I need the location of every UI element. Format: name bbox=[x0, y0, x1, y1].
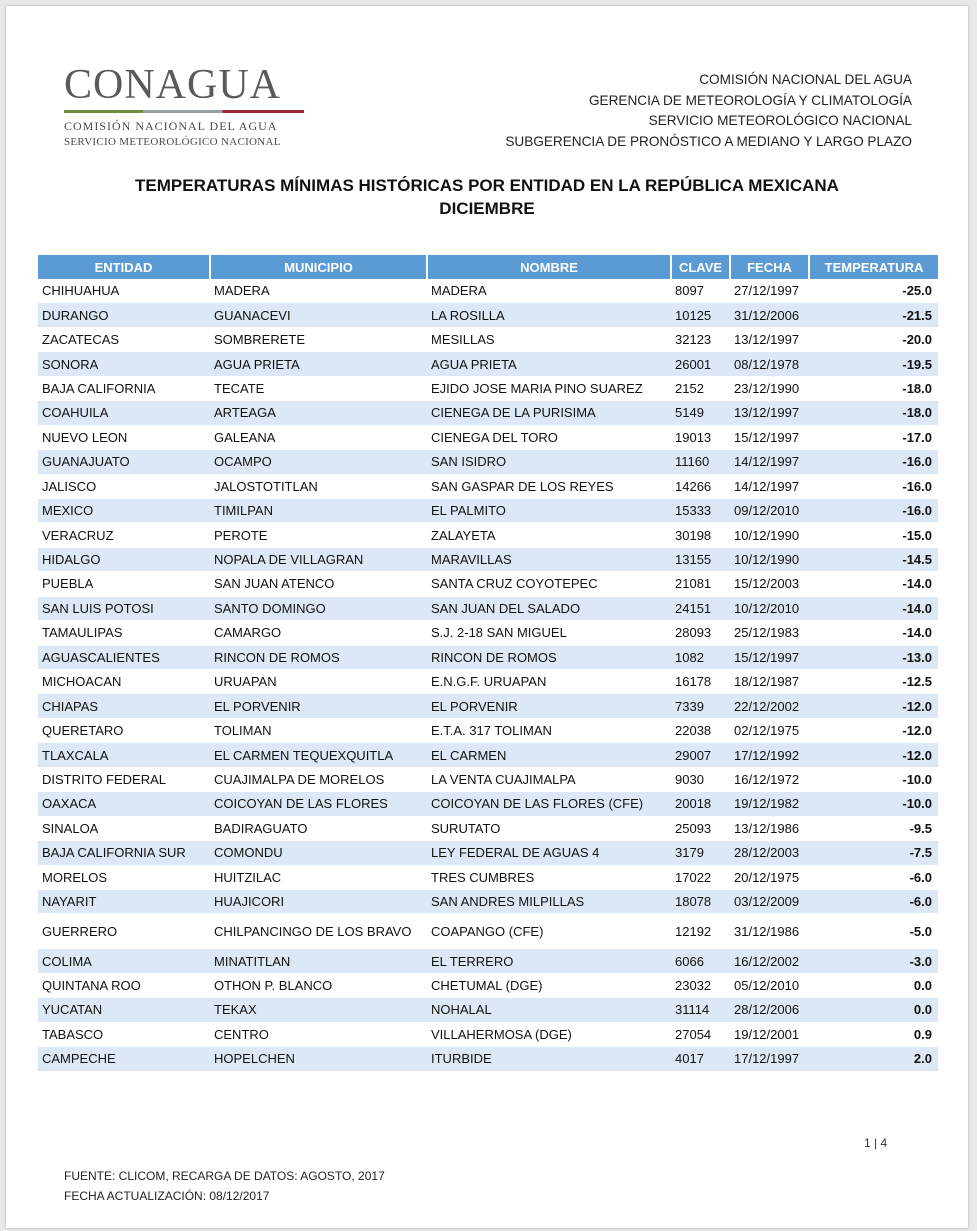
table-row bbox=[38, 572, 938, 596]
cell-clave: 21081 bbox=[671, 572, 730, 596]
column-header: CLAVE bbox=[671, 255, 730, 279]
cell-entidad: TABASCO bbox=[38, 1022, 210, 1046]
cell-clave: 7339 bbox=[671, 694, 730, 718]
cell-clave: 31114 bbox=[671, 998, 730, 1022]
cell-temperatura: -12.5 bbox=[809, 670, 938, 694]
cell-temperatura: -19.5 bbox=[809, 352, 938, 376]
cell-municipio: EL CARMEN TEQUEXQUITLA bbox=[210, 743, 427, 767]
cell-temperatura: -18.0 bbox=[809, 401, 938, 425]
cell-municipio: GALEANA bbox=[210, 425, 427, 449]
cell-clave: 23032 bbox=[671, 973, 730, 997]
cell-nombre: E.T.A. 317 TOLIMAN bbox=[427, 718, 671, 742]
cell-entidad: AGUASCALIENTES bbox=[38, 645, 210, 669]
cell-clave: 8097 bbox=[671, 279, 730, 303]
cell-temperatura: -15.0 bbox=[809, 523, 938, 547]
cell-fecha: 17/12/1992 bbox=[730, 743, 809, 767]
cell-fecha: 22/12/2002 bbox=[730, 694, 809, 718]
table-row bbox=[38, 743, 938, 767]
cell-nombre: EL PALMITO bbox=[427, 498, 671, 522]
cell-clave: 5149 bbox=[671, 401, 730, 425]
cell-municipio: RINCON DE ROMOS bbox=[210, 645, 427, 669]
table-row bbox=[38, 792, 938, 816]
cell-entidad: QUINTANA ROO bbox=[38, 973, 210, 997]
table-row bbox=[38, 718, 938, 742]
cell-fecha: 03/12/2009 bbox=[730, 889, 809, 913]
cell-clave: 4017 bbox=[671, 1047, 730, 1071]
table-row bbox=[38, 376, 938, 400]
table-row bbox=[38, 1047, 938, 1071]
cell-entidad: GUERRERO bbox=[38, 914, 210, 949]
cell-nombre: CHETUMAL (DGE) bbox=[427, 973, 671, 997]
cell-fecha: 05/12/2010 bbox=[730, 973, 809, 997]
footer-notes bbox=[64, 1166, 385, 1206]
cell-temperatura: -14.0 bbox=[809, 621, 938, 645]
cell-fecha: 28/12/2006 bbox=[730, 998, 809, 1022]
cell-clave: 32123 bbox=[671, 327, 730, 351]
cell-fecha: 25/12/1983 bbox=[730, 621, 809, 645]
cell-municipio: HUITZILAC bbox=[210, 865, 427, 889]
cell-entidad: CAMPECHE bbox=[38, 1047, 210, 1071]
table-row bbox=[38, 914, 938, 949]
cell-nombre: LEY FEDERAL DE AGUAS 4 bbox=[427, 841, 671, 865]
cell-fecha: 23/12/1990 bbox=[730, 376, 809, 400]
cell-clave: 9030 bbox=[671, 767, 730, 791]
cell-municipio: HUAJICORI bbox=[210, 889, 427, 913]
cell-temperatura: -25.0 bbox=[809, 279, 938, 303]
table-row bbox=[38, 352, 938, 376]
cell-nombre: TRES CUMBRES bbox=[427, 865, 671, 889]
cell-clave: 1082 bbox=[671, 645, 730, 669]
cell-fecha: 20/12/1975 bbox=[730, 865, 809, 889]
cell-nombre: S.J. 2-18 SAN MIGUEL bbox=[427, 621, 671, 645]
cell-entidad: DISTRITO FEDERAL bbox=[38, 767, 210, 791]
table-row bbox=[38, 474, 938, 498]
footer-updated: FECHA ACTUALIZACIÓN: 08/12/2017 bbox=[64, 1189, 270, 1203]
cell-fecha: 13/12/1997 bbox=[730, 327, 809, 351]
cell-fecha: 27/12/1997 bbox=[730, 279, 809, 303]
cell-municipio: HOPELCHEN bbox=[210, 1047, 427, 1071]
cell-clave: 12192 bbox=[671, 914, 730, 949]
cell-entidad: TAMAULIPAS bbox=[38, 621, 210, 645]
table-row bbox=[38, 973, 938, 997]
cell-municipio: EL PORVENIR bbox=[210, 694, 427, 718]
cell-clave: 18078 bbox=[671, 889, 730, 913]
cell-entidad: ZACATECAS bbox=[38, 327, 210, 351]
table-row bbox=[38, 401, 938, 425]
cell-municipio: NOPALA DE VILLAGRAN bbox=[210, 547, 427, 571]
table-row bbox=[38, 1022, 938, 1046]
cell-temperatura: -9.5 bbox=[809, 816, 938, 840]
cell-fecha: 09/12/2010 bbox=[730, 498, 809, 522]
table-row bbox=[38, 279, 938, 303]
cell-nombre: RINCON DE ROMOS bbox=[427, 645, 671, 669]
cell-nombre: LA ROSILLA bbox=[427, 303, 671, 327]
table-row bbox=[38, 327, 938, 351]
cell-temperatura: -14.0 bbox=[809, 596, 938, 620]
cell-fecha: 14/12/1997 bbox=[730, 474, 809, 498]
agency-line: GERENCIA DE METEOROLOGÍA Y CLIMATOLOGÍA bbox=[588, 92, 912, 108]
column-header: MUNICIPIO bbox=[210, 255, 427, 279]
cell-nombre: SURUTATO bbox=[427, 816, 671, 840]
cell-fecha: 13/12/1986 bbox=[730, 816, 809, 840]
cell-municipio: CHILPANCINGO DE LOS BRAVO bbox=[210, 914, 427, 949]
cell-temperatura: -16.0 bbox=[809, 474, 938, 498]
cell-temperatura: 0.9 bbox=[809, 1022, 938, 1046]
cell-temperatura: -16.0 bbox=[809, 450, 938, 474]
cell-nombre: EL TERRERO bbox=[427, 949, 671, 973]
table-row bbox=[38, 498, 938, 522]
cell-nombre: MESILLAS bbox=[427, 327, 671, 351]
table-body bbox=[38, 279, 938, 1071]
table-row bbox=[38, 645, 938, 669]
document-title bbox=[6, 174, 968, 220]
cell-fecha: 13/12/1997 bbox=[730, 401, 809, 425]
cell-temperatura: -14.5 bbox=[809, 547, 938, 571]
cell-entidad: MEXICO bbox=[38, 498, 210, 522]
cell-municipio: SAN JUAN ATENCO bbox=[210, 572, 427, 596]
cell-municipio: GUANACEVI bbox=[210, 303, 427, 327]
cell-municipio: CUAJIMALPA DE MORELOS bbox=[210, 767, 427, 791]
cell-municipio: PEROTE bbox=[210, 523, 427, 547]
cell-nombre: SANTA CRUZ COYOTEPEC bbox=[427, 572, 671, 596]
logo-subtitle-agency: COMISIÓN NACIONAL DEL AGUA bbox=[64, 119, 278, 133]
temperature-table bbox=[38, 255, 938, 1072]
cell-entidad: JALISCO bbox=[38, 474, 210, 498]
table-row bbox=[38, 816, 938, 840]
table-row bbox=[38, 889, 938, 913]
cell-entidad: SAN LUIS POTOSI bbox=[38, 596, 210, 620]
logo-subtitle-service: SERVICIO METEOROLÓGICO NACIONAL bbox=[64, 136, 281, 148]
cell-clave: 11160 bbox=[671, 450, 730, 474]
cell-clave: 15333 bbox=[671, 498, 730, 522]
cell-clave: 24151 bbox=[671, 596, 730, 620]
cell-fecha: 28/12/2003 bbox=[730, 841, 809, 865]
cell-entidad: VERACRUZ bbox=[38, 523, 210, 547]
cell-temperatura: -18.0 bbox=[809, 376, 938, 400]
table-row bbox=[38, 425, 938, 449]
cell-clave: 22038 bbox=[671, 718, 730, 742]
cell-clave: 30198 bbox=[671, 523, 730, 547]
cell-municipio: SANTO DOMINGO bbox=[210, 596, 427, 620]
table-row bbox=[38, 303, 938, 327]
cell-nombre: ITURBIDE bbox=[427, 1047, 671, 1071]
cell-nombre: COAPANGO (CFE) bbox=[427, 914, 671, 949]
cell-municipio: TIMILPAN bbox=[210, 498, 427, 522]
cell-municipio: CENTRO bbox=[210, 1022, 427, 1046]
cell-nombre: VILLAHERMOSA (DGE) bbox=[427, 1022, 671, 1046]
footer-source: FUENTE: CLICOM, RECARGA DE DATOS: AGOSTO, 2017 bbox=[64, 1169, 385, 1183]
cell-nombre: EL PORVENIR bbox=[427, 694, 671, 718]
cell-temperatura: -5.0 bbox=[809, 914, 938, 949]
cell-municipio: TOLIMAN bbox=[210, 718, 427, 742]
cell-fecha: 19/12/2001 bbox=[730, 1022, 809, 1046]
cell-municipio: COICOYAN DE LAS FLORES bbox=[210, 792, 427, 816]
cell-fecha: 10/12/1990 bbox=[730, 523, 809, 547]
cell-municipio: SOMBRERETE bbox=[210, 327, 427, 351]
cell-nombre: E.N.G.F. URUAPAN bbox=[427, 670, 671, 694]
cell-temperatura: -17.0 bbox=[809, 425, 938, 449]
cell-fecha: 15/12/2003 bbox=[730, 572, 809, 596]
table-row bbox=[38, 865, 938, 889]
cell-entidad: YUCATAN bbox=[38, 998, 210, 1022]
cell-fecha: 10/12/1990 bbox=[730, 547, 809, 571]
table-row bbox=[38, 670, 938, 694]
cell-entidad: NAYARIT bbox=[38, 889, 210, 913]
cell-municipio: ARTEAGA bbox=[210, 401, 427, 425]
table-row bbox=[38, 547, 938, 571]
cell-fecha: 15/12/1997 bbox=[730, 425, 809, 449]
cell-clave: 2152 bbox=[671, 376, 730, 400]
cell-municipio: OCAMPO bbox=[210, 450, 427, 474]
cell-clave: 14266 bbox=[671, 474, 730, 498]
cell-clave: 16178 bbox=[671, 670, 730, 694]
cell-entidad: CHIAPAS bbox=[38, 694, 210, 718]
cell-temperatura: -7.5 bbox=[809, 841, 938, 865]
cell-clave: 6066 bbox=[671, 949, 730, 973]
logo-color-rule bbox=[64, 110, 304, 113]
cell-clave: 17022 bbox=[671, 865, 730, 889]
cell-entidad: PUEBLA bbox=[38, 572, 210, 596]
agency-header bbox=[505, 70, 912, 152]
cell-entidad: HIDALGO bbox=[38, 547, 210, 571]
cell-nombre: EL CARMEN bbox=[427, 743, 671, 767]
title-month: DICIEMBRE bbox=[439, 199, 535, 218]
column-header: ENTIDAD bbox=[38, 255, 210, 279]
agency-line: SERVICIO METEOROLÓGICO NACIONAL bbox=[648, 113, 912, 128]
cell-clave: 29007 bbox=[671, 743, 730, 767]
cell-nombre: AGUA PRIETA bbox=[427, 352, 671, 376]
cell-temperatura: -12.0 bbox=[809, 718, 938, 742]
cell-clave: 19013 bbox=[671, 425, 730, 449]
cell-fecha: 15/12/1997 bbox=[730, 645, 809, 669]
cell-temperatura: 2.0 bbox=[809, 1047, 938, 1071]
cell-temperatura: -20.0 bbox=[809, 327, 938, 351]
cell-fecha: 02/12/1975 bbox=[730, 718, 809, 742]
cell-fecha: 10/12/2010 bbox=[730, 596, 809, 620]
cell-fecha: 31/12/2006 bbox=[730, 303, 809, 327]
cell-temperatura: -21.5 bbox=[809, 303, 938, 327]
cell-entidad: CHIHUAHUA bbox=[38, 279, 210, 303]
logo-wordmark: CONAGUA bbox=[64, 62, 281, 108]
cell-entidad: MORELOS bbox=[38, 865, 210, 889]
cell-entidad: GUANAJUATO bbox=[38, 450, 210, 474]
table-row bbox=[38, 450, 938, 474]
cell-nombre: SAN GASPAR DE LOS REYES bbox=[427, 474, 671, 498]
cell-nombre: MARAVILLAS bbox=[427, 547, 671, 571]
cell-nombre: SAN JUAN DEL SALADO bbox=[427, 596, 671, 620]
cell-municipio: CAMARGO bbox=[210, 621, 427, 645]
cell-municipio: TEKAX bbox=[210, 998, 427, 1022]
cell-temperatura: 0.0 bbox=[809, 973, 938, 997]
cell-municipio: MINATITLAN bbox=[210, 949, 427, 973]
cell-temperatura: -16.0 bbox=[809, 498, 938, 522]
cell-nombre: ZALAYETA bbox=[427, 523, 671, 547]
cell-clave: 20018 bbox=[671, 792, 730, 816]
cell-clave: 3179 bbox=[671, 841, 730, 865]
cell-temperatura: -14.0 bbox=[809, 572, 938, 596]
cell-clave: 13155 bbox=[671, 547, 730, 571]
cell-municipio: URUAPAN bbox=[210, 670, 427, 694]
table-row bbox=[38, 694, 938, 718]
agency-line: COMISIÓN NACIONAL DEL AGUA bbox=[699, 72, 912, 87]
cell-entidad: BAJA CALIFORNIA SUR bbox=[38, 841, 210, 865]
cell-nombre: CIENEGA DEL TORO bbox=[427, 425, 671, 449]
cell-entidad: SINALOA bbox=[38, 816, 210, 840]
cell-entidad: TLAXCALA bbox=[38, 743, 210, 767]
table-row bbox=[38, 621, 938, 645]
column-header: FECHA bbox=[730, 255, 809, 279]
document-page bbox=[6, 6, 968, 1228]
conagua-logo bbox=[64, 64, 314, 148]
table-row bbox=[38, 998, 938, 1022]
cell-fecha: 18/12/1987 bbox=[730, 670, 809, 694]
cell-fecha: 14/12/1997 bbox=[730, 450, 809, 474]
cell-temperatura: -12.0 bbox=[809, 694, 938, 718]
cell-clave: 28093 bbox=[671, 621, 730, 645]
cell-municipio: OTHON P. BLANCO bbox=[210, 973, 427, 997]
cell-nombre: MADERA bbox=[427, 279, 671, 303]
cell-fecha: 16/12/1972 bbox=[730, 767, 809, 791]
cell-fecha: 31/12/1986 bbox=[730, 914, 809, 949]
cell-temperatura: -13.0 bbox=[809, 645, 938, 669]
cell-clave: 10125 bbox=[671, 303, 730, 327]
cell-municipio: BADIRAGUATO bbox=[210, 816, 427, 840]
cell-nombre: SAN ISIDRO bbox=[427, 450, 671, 474]
cell-temperatura: -6.0 bbox=[809, 889, 938, 913]
cell-clave: 25093 bbox=[671, 816, 730, 840]
cell-temperatura: -12.0 bbox=[809, 743, 938, 767]
table-row bbox=[38, 596, 938, 620]
table-header-row bbox=[38, 255, 938, 279]
agency-line: SUBGERENCIA DE PRONÓSTICO A MEDIANO Y LARGO PLAZO bbox=[505, 133, 912, 149]
cell-temperatura: 0.0 bbox=[809, 998, 938, 1022]
column-header: TEMPERATURA bbox=[809, 255, 938, 279]
cell-municipio: COMONDU bbox=[210, 841, 427, 865]
table-row bbox=[38, 523, 938, 547]
cell-clave: 27054 bbox=[671, 1022, 730, 1046]
cell-fecha: 19/12/1982 bbox=[730, 792, 809, 816]
cell-entidad: BAJA CALIFORNIA bbox=[38, 376, 210, 400]
cell-temperatura: -6.0 bbox=[809, 865, 938, 889]
cell-nombre: COICOYAN DE LAS FLORES (CFE) bbox=[427, 792, 671, 816]
cell-municipio: JALOSTOTITLAN bbox=[210, 474, 427, 498]
cell-entidad: OAXACA bbox=[38, 792, 210, 816]
title-line: TEMPERATURAS MÍNIMAS HISTÓRICAS POR ENTIDAD EN LA REPÚBLICA MEXICANA bbox=[135, 176, 839, 195]
cell-municipio: AGUA PRIETA bbox=[210, 352, 427, 376]
column-header: NOMBRE bbox=[427, 255, 671, 279]
cell-municipio: MADERA bbox=[210, 279, 427, 303]
cell-entidad: COAHUILA bbox=[38, 401, 210, 425]
cell-nombre: SAN ANDRES MILPILLAS bbox=[427, 889, 671, 913]
cell-nombre: EJIDO JOSE MARIA PINO SUAREZ bbox=[427, 376, 671, 400]
cell-fecha: 08/12/1978 bbox=[730, 352, 809, 376]
cell-temperatura: -3.0 bbox=[809, 949, 938, 973]
page-number: 1 | 4 bbox=[864, 1136, 888, 1150]
cell-temperatura: -10.0 bbox=[809, 767, 938, 791]
table-row bbox=[38, 949, 938, 973]
table-row bbox=[38, 841, 938, 865]
cell-nombre: LA VENTA CUAJIMALPA bbox=[427, 767, 671, 791]
cell-entidad: NUEVO LEON bbox=[38, 425, 210, 449]
cell-entidad: COLIMA bbox=[38, 949, 210, 973]
cell-fecha: 17/12/1997 bbox=[730, 1047, 809, 1071]
cell-municipio: TECATE bbox=[210, 376, 427, 400]
cell-temperatura: -10.0 bbox=[809, 792, 938, 816]
cell-entidad: MICHOACAN bbox=[38, 670, 210, 694]
cell-entidad: SONORA bbox=[38, 352, 210, 376]
cell-nombre: NOHALAL bbox=[427, 998, 671, 1022]
cell-fecha: 16/12/2002 bbox=[730, 949, 809, 973]
cell-entidad: QUERETARO bbox=[38, 718, 210, 742]
cell-nombre: CIENEGA DE LA PURISIMA bbox=[427, 401, 671, 425]
table-row bbox=[38, 767, 938, 791]
cell-entidad: DURANGO bbox=[38, 303, 210, 327]
cell-clave: 26001 bbox=[671, 352, 730, 376]
